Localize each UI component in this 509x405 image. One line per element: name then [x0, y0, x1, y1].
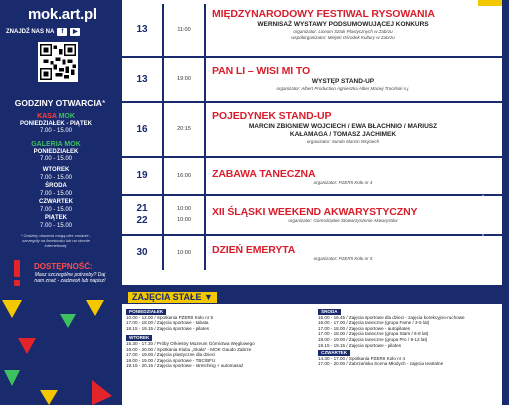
class-item: 14.30 - 17.00 / Spotkania PZERII Koło nr 4 — [318, 355, 406, 361]
event-time: 11:00 — [164, 4, 206, 56]
class-item: 15.30 - 17.30 / Próby Orkiestry Muzeum Górnictwa Węglowego — [126, 340, 255, 346]
event-organizer: organizator: PZERII Koło nr 4 — [313, 180, 373, 185]
event-date: 13 — [122, 58, 164, 101]
event-details — [212, 168, 474, 186]
event-details — [212, 65, 474, 92]
classes-title: ZAJĘCIA STAŁE ▼ — [128, 292, 217, 303]
event-time: 10:00 10:00 — [164, 196, 206, 234]
event-title[interactable]: POJEDYNEK STAND-UP — [212, 110, 332, 122]
facebook-icon[interactable]: f — [57, 28, 67, 36]
event-details — [212, 110, 474, 145]
event-date: 19 — [122, 158, 164, 194]
classes-left-column — [126, 308, 311, 369]
event-organizer: organizator: Liceum Sztuk Plastycznych w Zabrzu — [293, 29, 393, 34]
event-title[interactable]: XII ŚLĄSKI WEEKEND AKWARYSTYCZNY — [212, 206, 418, 218]
event-row — [122, 196, 502, 236]
event-row — [122, 4, 502, 58]
class-item: 18.00 - 19.00 / Zajęcia taneczne (grupa Pro / 9-12 lat) — [318, 336, 428, 342]
event-subtitle: MARCIN ZBIGNIEW WOJCIECH / EWA BŁACHNIO / MARIUSZ KAŁAMAGA / TOMASZ JACHIMEK — [248, 123, 438, 138]
event-organizer: organizator: Sundo Marcin Wojciech — [306, 139, 380, 144]
class-item: 17.00 - 18.00 / Zajęcia taneczne (grupa Stars / 6-8 lat) — [318, 331, 429, 337]
youtube-icon[interactable]: ▶ — [70, 28, 80, 36]
event-details — [212, 244, 474, 262]
find-us-label: ZNAJDŹ NAS NA — [6, 29, 55, 35]
day-header-wednesday: ŚRODA — [318, 309, 341, 315]
decorative-shapes — [0, 300, 112, 405]
site-url[interactable]: mok.art.pl — [28, 6, 97, 23]
day-header-monday: PONIEDZIAŁEK — [126, 309, 166, 315]
event-time: 10:00 — [164, 236, 206, 270]
event-organizer: organizator: PZERII Koło nr 5 — [313, 256, 373, 261]
event-co-organizer: współorganizator: Miejski Ośrodek Kultury w Zabrzu — [291, 35, 395, 40]
galeria-hours: GALERIA MOK PONIEDZIAŁEK 7.00 - 15.00 — [31, 141, 81, 162]
event-row — [122, 103, 502, 158]
classes-right-column — [318, 308, 500, 367]
class-item: 18.15 - 19.15 / Zajęcia sportowe - pilates — [126, 325, 209, 331]
event-title[interactable]: DZIEŃ EMERYTA — [212, 244, 296, 256]
qr-code[interactable] — [38, 42, 78, 82]
accessibility-info — [4, 260, 108, 290]
thursday-hours: CZWARTEK 7.00 - 15.00 — [39, 199, 73, 213]
event-title[interactable]: PAN LI – WISI MI TO — [212, 65, 311, 77]
class-item: 10.00 - 12.00 / Spotkania PZERII Koło nr 5 — [126, 314, 214, 320]
class-item: 17.00 - 20.00 / Zabrzańska Scena Młodych - zajęcia teatralne — [318, 361, 444, 367]
friday-hours: PIĄTEK 7.00 - 15.00 — [39, 215, 73, 229]
find-us — [6, 28, 80, 36]
event-details — [212, 206, 474, 224]
classes-header — [122, 290, 502, 304]
hours-note: * Godziny otwarcia mogą ulec zmianie - szczegóły na facebooku lub na stronie internetowej. — [20, 233, 92, 248]
tuesday-hours: WTOREK 7.00 - 15.00 — [39, 167, 73, 181]
repertoire-note: Zastrzegamy sobie prawo do zmiany repertuaru. — [480, 194, 485, 280]
event-time: 20:15 — [164, 103, 206, 156]
event-date: 21 22 — [122, 196, 164, 234]
day-header-thursday: CZWARTEK — [318, 350, 350, 356]
class-item: 17.00 - 19.00 / Zajęcia plastyczne dla dzieci — [126, 352, 216, 358]
event-subtitle: WERNISAŻ WYSTAWY PODSUMOWUJĄCEJ KONKURS — [257, 21, 429, 28]
event-row — [122, 58, 502, 103]
day-header-tuesday: WTOREK — [126, 335, 152, 341]
kasa-hours: KASA MOK PONIEDZIAŁEK - PIĄTEK 7.00 - 15.00 — [19, 113, 92, 134]
class-item: 18.15 - 19.15 / Zajęcia sportowe - pilates — [318, 342, 401, 348]
wednesday-hours: ŚRODA 7.00 - 15.00 — [39, 183, 73, 197]
event-time: 16:00 — [164, 158, 206, 194]
event-organizer: organizator: Albert Production Agnieszka Alber Maciej Trociński s.j. — [276, 86, 410, 91]
accessibility-text: Masz szczególne potrzeby? Daj nam znać - zadzwoń lub napisz! — [34, 272, 106, 284]
opening-hours-title: GODZINY OTWARCIA* — [14, 98, 106, 108]
event-organizer: organizator: Górnośląskie Stowarzyszenie Akwarystów — [288, 218, 398, 223]
class-item: 16.00 - 20.00 / Spotkania Klubu „Skała” - MOK Gaudo Zabrze — [126, 346, 252, 352]
class-item: 17.00 - 18.00 / Zajęcia sportowe - tabata — [126, 320, 209, 326]
event-row — [122, 158, 502, 196]
event-date: 30 — [122, 236, 164, 270]
class-item: 17.00 - 18.00 / Zajęcia sportowe - autopilates — [318, 325, 410, 331]
accessibility-title: DOSTĘPNOŚĆ: — [34, 262, 93, 271]
event-date: 13 — [122, 4, 164, 56]
event-title[interactable]: ZABAWA TANECZNA — [212, 168, 316, 180]
event-subtitle: WYSTĘP STAND-UP — [311, 78, 375, 85]
events-table — [122, 0, 502, 285]
class-item: 18.00 - 19.00 / Zajęcia sportowe - TBC/BFU — [126, 357, 216, 363]
regular-classes — [122, 290, 502, 405]
sidebar — [0, 0, 112, 405]
event-row — [122, 236, 502, 270]
class-item: 16.00 - 16.45 / Zajęcia sportowe dla dzieci - zajęcia korekcyjno-ruchowe — [318, 314, 465, 320]
class-item: 16.00 - 17.00 / Zajęcia taneczne (grupa Fame / 3-5 lat) — [318, 320, 430, 326]
class-item: 19.15 - 20.15 / Zajęcia sportowe - stretching + automasaż — [126, 363, 244, 369]
event-time: 19:00 — [164, 58, 206, 101]
exclamation-icon — [12, 260, 22, 286]
event-date: 16 — [122, 103, 164, 156]
event-title[interactable]: MIĘDZYNARODOWY FESTIWAL RYSOWANIA — [212, 8, 435, 20]
event-details — [212, 8, 474, 41]
